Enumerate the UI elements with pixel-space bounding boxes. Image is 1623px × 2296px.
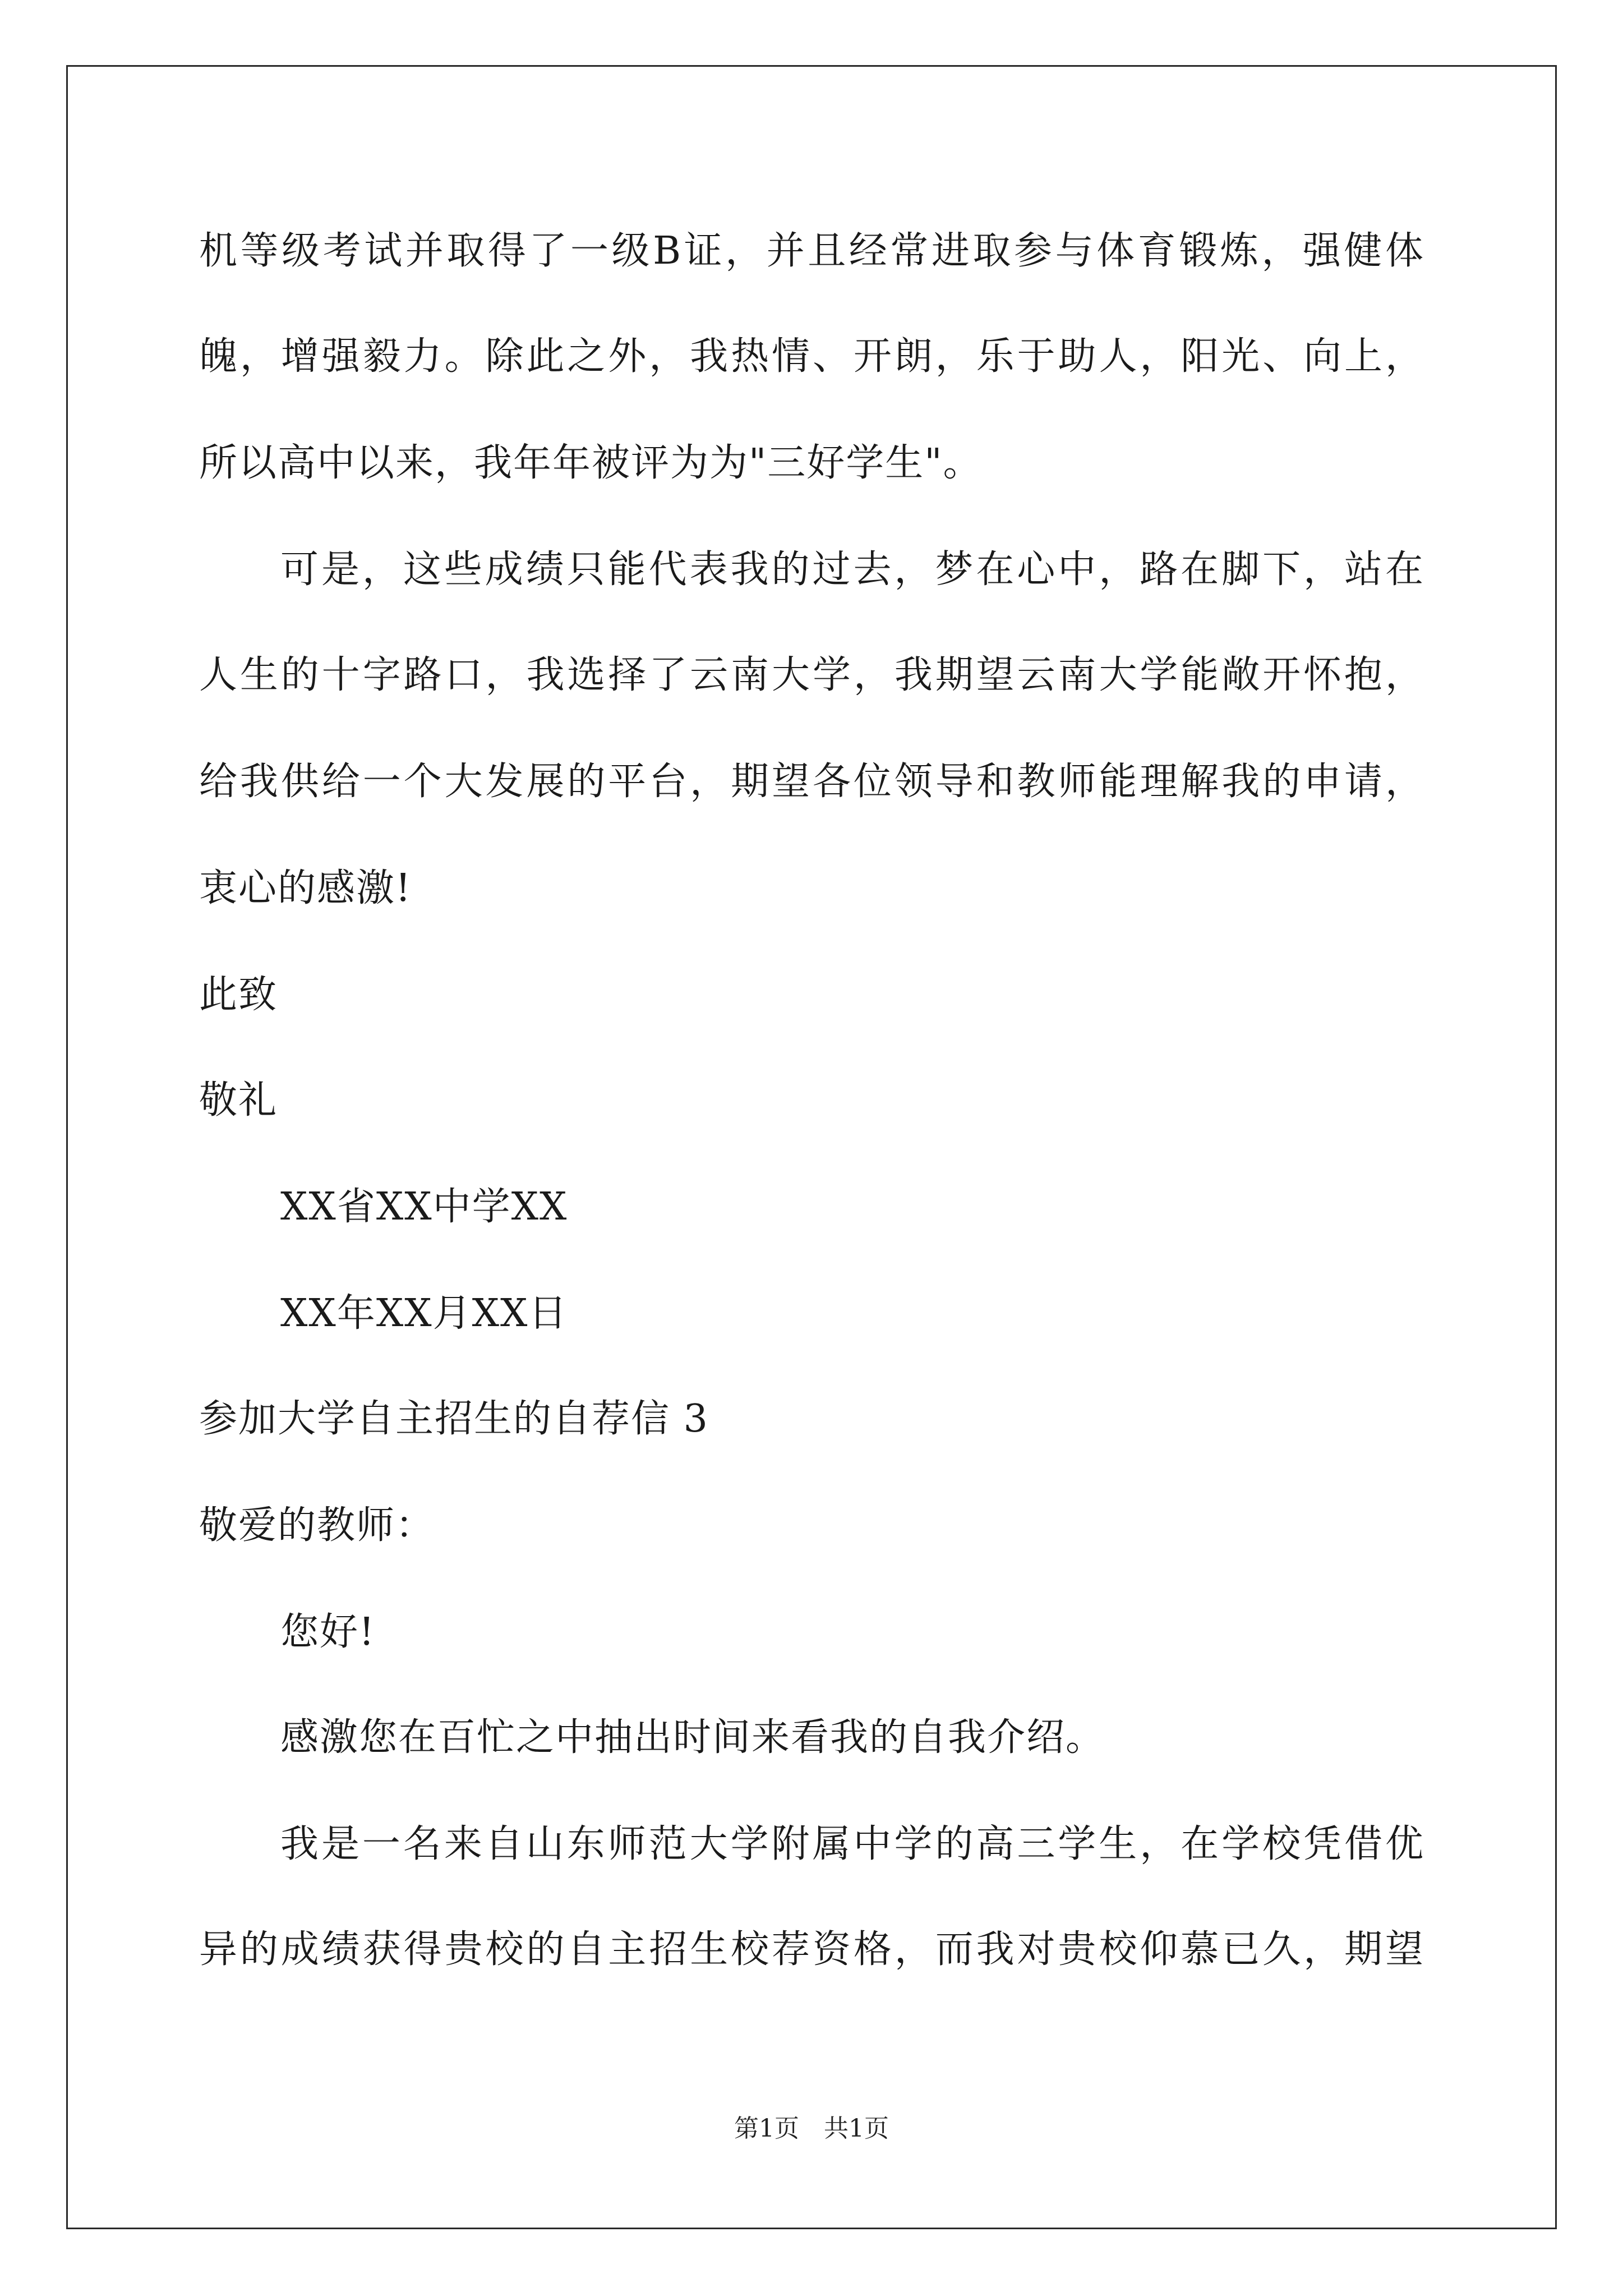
body-text-line: 机等级考试并取得了一级B证，并且经常进取参与体育锻炼，强健体 (199, 229, 1424, 273)
body-text-line: 魄，增强毅力。除此之外，我热情、开朗，乐于助人，阳光、向上， (199, 334, 1424, 379)
body-text-line: 可是，这些成绩只能代表我的过去，梦在心中，路在脚下，站在 (280, 547, 1424, 592)
signature-date: XX年XX月XX日 (280, 1291, 568, 1336)
page-frame (66, 65, 1557, 2229)
body-text-line: 衷心的感激! (199, 866, 412, 910)
body-text-line: 我是一名来自山东师范大学附属中学的高三学生，在学校凭借优 (280, 1822, 1424, 1866)
page-number-footer: 第1页 共1页 (734, 2114, 889, 2143)
letter-hello: 您好! (280, 1610, 376, 1654)
body-text-line: 给我供给一个大发展的平台，期望各位领导和教师能理解我的申请， (199, 760, 1424, 804)
signature-school: XX省XX中学XX (280, 1185, 568, 1229)
closing-salutation: 此致 (199, 973, 278, 1017)
body-text-line: 人生的十字路口，我选择了云南大学，我期望云南大学能敞开怀抱， (199, 653, 1424, 697)
body-text-line: 感激您在百忙之中抽出时间来看我的自我介绍。 (280, 1715, 1105, 1760)
section-heading: 参加大学自主招生的自荐信 3 (199, 1397, 709, 1441)
letter-greeting: 敬爱的教师： (199, 1503, 435, 1548)
closing-regards: 敬礼 (199, 1078, 278, 1122)
body-text-line: 所以高中以来，我年年被评为为"三好学生"。 (199, 441, 983, 485)
body-text-line: 异的成绩获得贵校的自主招生校荐资格，而我对贵校仰慕已久，期望 (199, 1927, 1424, 1972)
